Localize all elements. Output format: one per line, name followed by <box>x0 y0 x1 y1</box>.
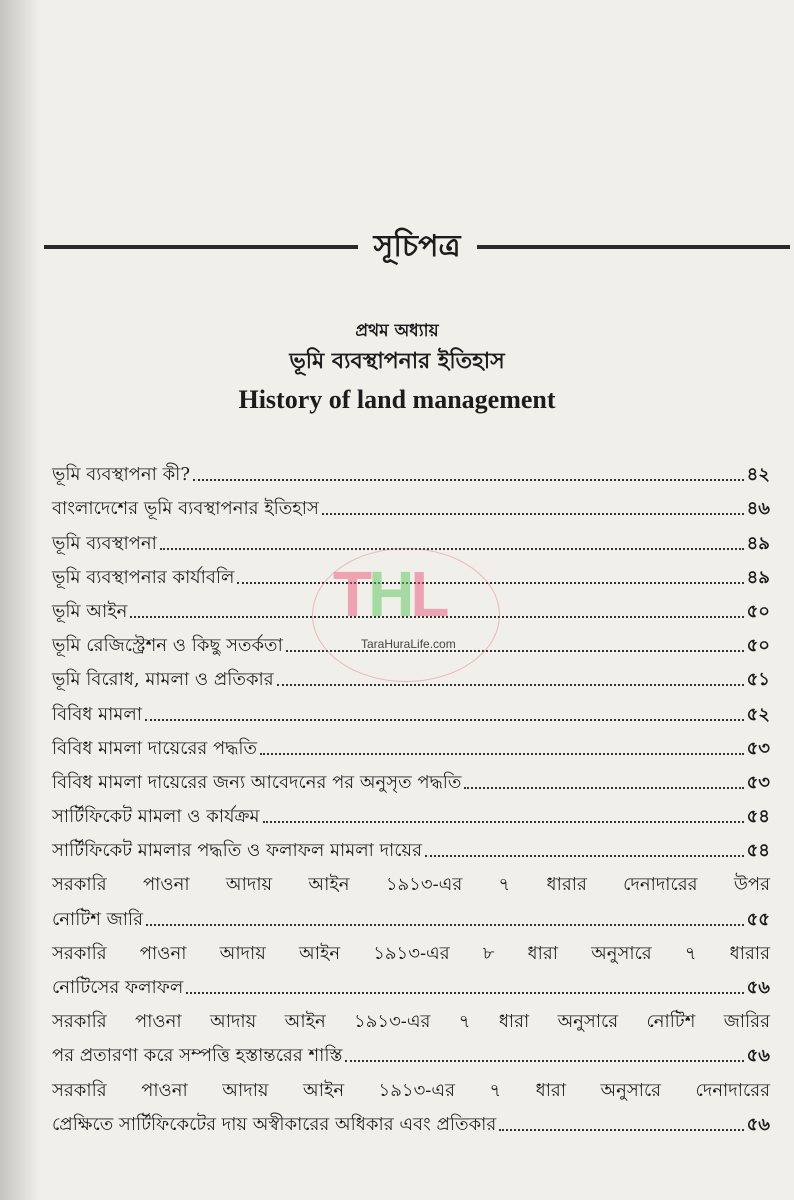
toc-leader-dots <box>193 479 744 481</box>
toc-entry-page: ৫৬ <box>746 977 770 998</box>
toc-leader-dots <box>464 787 743 789</box>
toc-entry-text: বিবিধ মামলা <box>52 703 142 725</box>
toc-entry-text: বিবিধ মামলা দায়েরের জন্য আবেদনের পর অনুসৃত পদ্ধতি <box>52 771 462 793</box>
toc-leader-dots <box>186 992 743 994</box>
toc-entry-text: ভূমি ব্যবস্থাপনা কী? <box>52 464 190 486</box>
toc-entry-text: ভূমি ব্যবস্থাপনার কার্যাবলি <box>52 566 235 588</box>
toc-leader-dots <box>499 1129 743 1131</box>
toc-entry-page: ৫৬ <box>746 1113 770 1135</box>
title-rule-right <box>477 245 791 249</box>
toc-leader-dots <box>277 684 744 686</box>
toc-leader-dots <box>160 548 744 550</box>
toc-entry <box>52 965 770 999</box>
toc-entry <box>52 794 770 828</box>
page-binding-shadow <box>0 0 40 1200</box>
toc-entry <box>52 1033 770 1067</box>
toc-entry-page: ৫৫ <box>746 908 770 930</box>
toc-entry-text: ভূমি ব্যবস্থাপনা <box>52 532 157 554</box>
toc-leader-dots <box>146 924 744 926</box>
toc-entry-text: নোটিশ জারি <box>52 908 143 930</box>
toc-entry-page: ৫৪ <box>746 806 770 828</box>
toc-entry <box>52 828 770 862</box>
toc-entry-text: সরকারি পাওনা আদায় আইন ১৯১৩-এর ৮ ধারা অনুসারে ৭ ধারার <box>52 942 770 964</box>
toc-entry-text: সার্টিফিকেট মামলা ও কার্যক্রম <box>52 806 260 828</box>
watermark-logo <box>312 548 500 682</box>
toc-entry-text: প্রেক্ষিতে সার্টিফিকেটের দায় অস্বীকারের অধিকার এবং প্রতিকার <box>52 1113 497 1135</box>
toc-entry <box>52 486 770 520</box>
page-title: সূচিপত্র <box>373 228 461 264</box>
toc-entry <box>52 691 770 725</box>
toc-entry-text: পর প্রতারণা করে সম্পত্তি হস্তান্তরের শাস্তি <box>52 1045 343 1067</box>
toc-entry-text: ভূমি রেজিস্ট্রেশন ও কিছু সতর্কতা <box>52 635 283 657</box>
toc-entry <box>52 896 770 930</box>
toc-entry <box>52 726 770 760</box>
toc-title-row <box>44 222 790 272</box>
toc-leader-dots <box>425 855 744 857</box>
toc-entry <box>52 452 770 486</box>
toc-entry-page: ৫৩ <box>746 737 770 759</box>
toc-leader-dots <box>263 821 744 823</box>
toc-entry <box>52 999 770 1033</box>
toc-entry-page: ৫০ <box>746 635 770 657</box>
toc-entry-page: ৫৬ <box>746 1045 770 1067</box>
watermark-site: TaraHuraLife.com <box>361 637 456 651</box>
toc-leader-dots <box>345 1060 743 1062</box>
title-rule-left <box>44 245 358 249</box>
chapter-title-bengali: ভূমি ব্যবস্থাপনার ইতিহাস <box>289 348 505 374</box>
toc-entry-text: বাংলাদেশের ভূমি ব্যবস্থাপনার ইতিহাস <box>52 498 319 520</box>
toc-entry-text: বিবিধ মামলা দায়েরের পদ্ধতি <box>52 737 258 759</box>
toc-leader-dots <box>322 513 744 515</box>
toc-entry-text: ভূমি বিরোধ, মামলা ও প্রতিকার <box>52 669 274 691</box>
toc-entry-text: সরকারি পাওনা আদায় আইন ১৯১৩-এর ৭ ধারা অনুসারে দেনাদারের <box>52 1079 770 1101</box>
toc-entry-text: নোটিসের ফলাফল <box>52 977 184 998</box>
watermark-letter-l: L <box>410 558 446 630</box>
toc-entry <box>52 1067 770 1101</box>
toc-entry <box>52 862 770 896</box>
toc-entry-page: ৪২ <box>746 464 770 486</box>
toc-entry-text: ভূমি আইন <box>52 600 128 622</box>
toc-entry-page: ৪৯ <box>746 566 770 588</box>
toc-leader-dots <box>260 753 744 755</box>
toc-entry-text: সরকারি পাওনা আদায় আইন ১৯১৩-এর ৭ ধারা অনুসারে নোটিশ জারির <box>52 1011 770 1033</box>
toc-entry-page: ৫২ <box>746 703 770 725</box>
toc-entry <box>52 1102 770 1136</box>
toc-entry-page: ৫৪ <box>746 840 770 862</box>
toc-entry-page: ৫০ <box>746 600 770 622</box>
toc-entry-page: ৪৯ <box>746 532 770 554</box>
watermark-letters <box>333 557 445 631</box>
toc-entry <box>52 760 770 794</box>
watermark-letter-t: T <box>333 558 369 630</box>
toc-entry-page: ৫৩ <box>746 771 770 793</box>
toc-entry-text: সার্টিফিকেট মামলার পদ্ধতি ও ফলাফল মামলা দায়ের <box>52 840 423 862</box>
toc-entry-page: ৪৬ <box>746 498 770 520</box>
toc-entry <box>52 931 770 965</box>
toc-leader-dots <box>145 719 744 721</box>
watermark-letter-h: H <box>368 558 411 630</box>
toc-leader-dots <box>237 582 743 584</box>
chapter-number: প্রথম অধ্যায় <box>355 321 439 341</box>
toc-entry-text: সরকারি পাওনা আদায় আইন ১৯১৩-এর ৭ ধারার দেনাদারের উপর <box>52 874 770 896</box>
chapter-title-english: History of land management <box>238 385 556 414</box>
toc-entry-page: ৫১ <box>746 669 770 691</box>
